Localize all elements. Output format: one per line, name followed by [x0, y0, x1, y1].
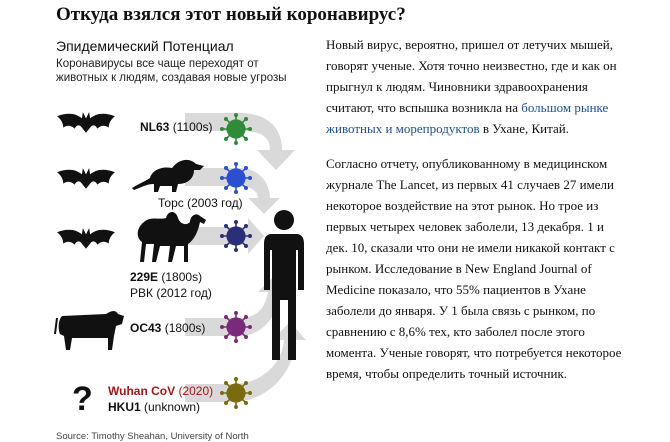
question-mark: ? — [72, 380, 93, 418]
row-label-wuhan: Wuhan CoV (2020) — [108, 384, 214, 398]
bat-icon — [57, 228, 115, 249]
infographic-title: Эпидемический Потенциал — [56, 38, 234, 54]
virus-icon — [220, 113, 252, 145]
article-body — [326, 34, 626, 398]
virus-icon — [220, 377, 252, 409]
cow-icon — [54, 311, 124, 350]
infographic-graphics — [0, 0, 320, 439]
row-label-oc43: OC43 (1800s) — [130, 321, 206, 335]
infographic-subtitle: Коронавирусы все чаще переходят от животных к людям, создавая новые угрозы — [56, 58, 287, 84]
article-paragraph: Согласно отчету, опубликованному в медицинском журнале The Lancet, из первых 41 случаев 27 имели некоторое воздействие на этот рынок. Но трое из первых четырех человек заболели, 13 декабря. 1 и дек. 10, сказали что они не имели никакой контакт с рынком. Исследование в New England Journal of Medicine показало, что 55% пациентов в Ухане заболели до января. У 1 была связь с рынком, по сравнению с 8,6% тех, кто заболел после этого момента. Ученые говорят, что потребуется некоторое время, чтобы определить точный источник. — [326, 156, 622, 381]
bat-icon — [57, 168, 115, 189]
infographic — [0, 0, 320, 442]
row-label-hku1: HKU1 (unknown) — [108, 400, 201, 414]
article-paragraph: Новый вирус, вероятно, пришел от летучих мышей, говорят ученые. Хотя точно неизвестно, где и как он прыгнул к людям. Чиновники здравоохранения считают, что вспышка возникла на большом рынке животных и морепродуктов в Ухане, Китай. — [326, 37, 617, 136]
page-title: Откуда взялся этот новый коронавирус? — [56, 4, 406, 25]
row-label-nl63: NL63 (1100s) — [140, 120, 213, 134]
row-label-mers: РВК (2012 год) — [130, 286, 212, 300]
virus-icon — [220, 311, 252, 343]
market-link[interactable]: большом рынке животных и морепродуктов — [326, 100, 609, 136]
virus-icon — [220, 162, 252, 194]
row-label-sars: Торс (2003 год) — [158, 196, 243, 210]
source-note: Source: Timothy Sheahan, University of North — [56, 431, 249, 442]
virus-icon — [220, 220, 252, 252]
bat-icon — [57, 112, 115, 133]
row-label-229e: 229E (1800s) — [130, 270, 203, 284]
